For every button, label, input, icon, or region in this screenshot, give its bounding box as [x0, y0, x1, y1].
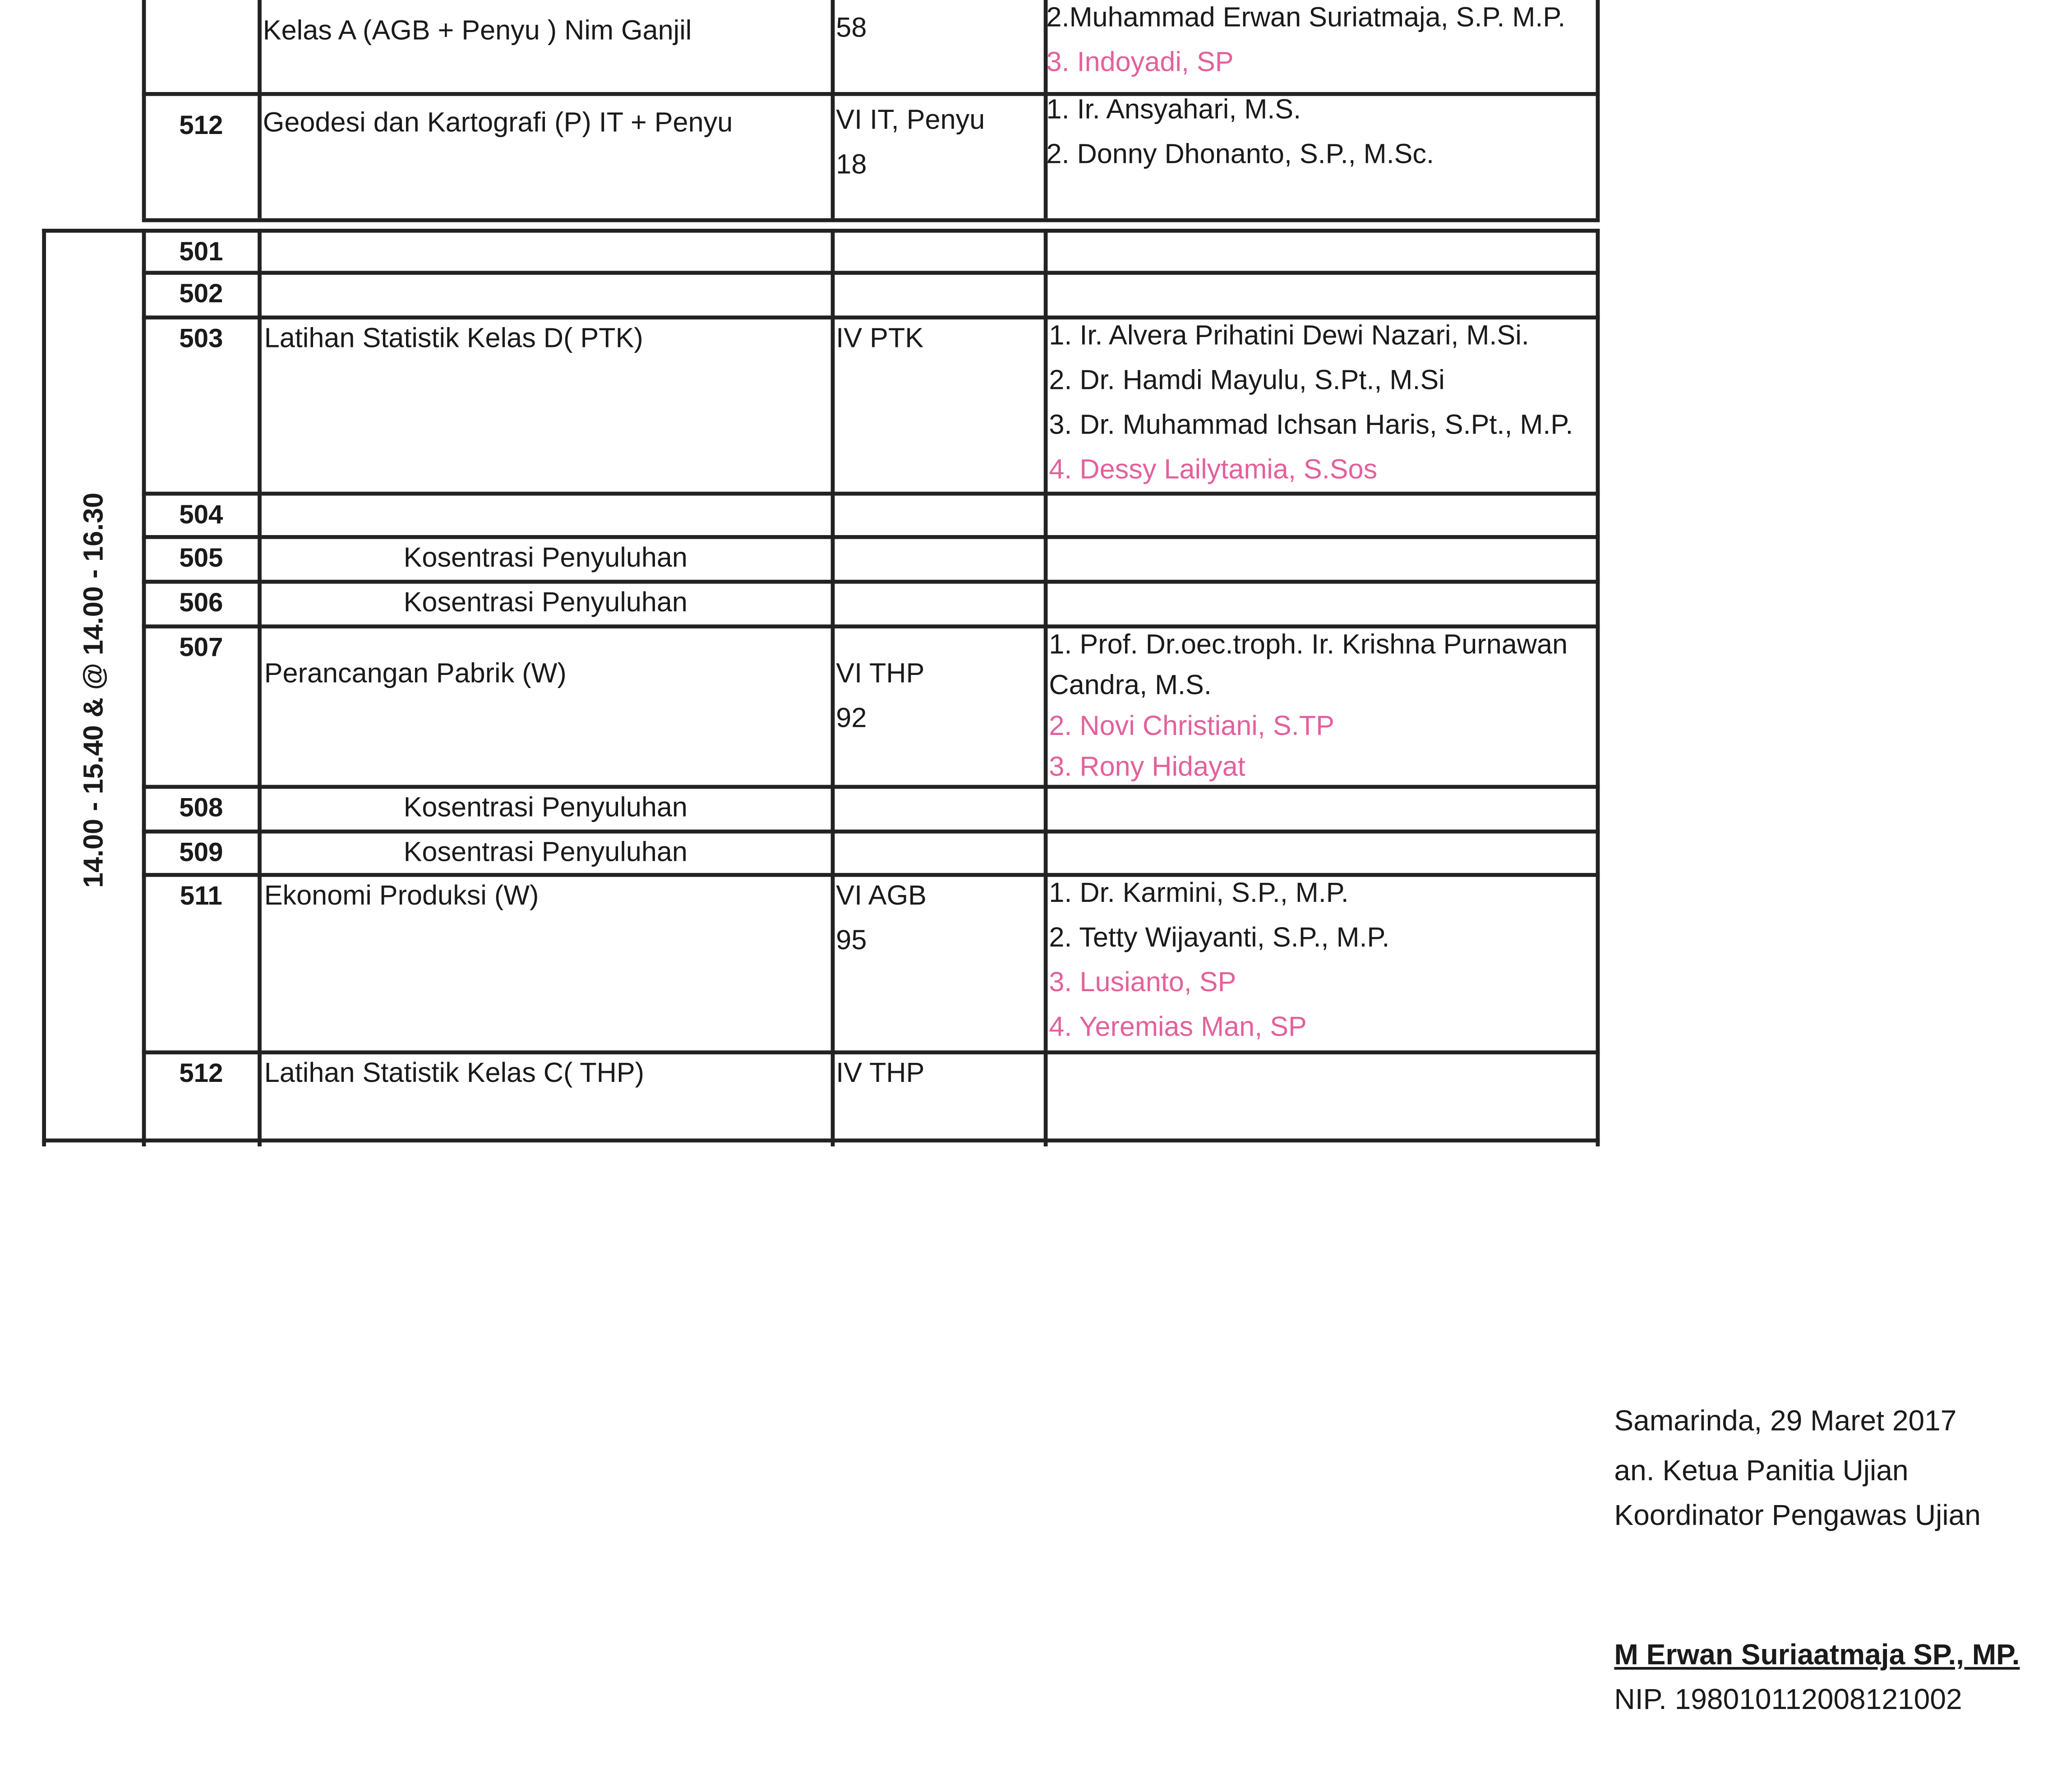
proctor-name: 2.Muhammad Erwan Suriatmaja, S.P. M.P. — [1046, 2, 1566, 33]
col-divider — [831, 229, 835, 1146]
col-divider — [831, 0, 835, 218]
room-number: 503 — [179, 324, 223, 354]
time-slot-label: 14.00 - 15.40 & @ 14.00 - 16.30 — [78, 492, 109, 888]
proctor-name: 3. Dr. Muhammad Ichsan Haris, S.Pt., M.P. — [1049, 410, 1573, 441]
room-number: 512 — [179, 1059, 223, 1089]
row-divider — [142, 580, 1600, 584]
room-number: 506 — [179, 589, 223, 618]
row-divider — [142, 315, 1600, 319]
signatory-name: M Erwan Suriaatmaja SP., MP. — [1614, 1638, 2020, 1671]
role-line-1: an. Ketua Panitia Ujian — [1614, 1454, 1909, 1487]
room-number: 511 — [180, 882, 222, 911]
place-date: Samarinda, 29 Maret 2017 — [1614, 1404, 1957, 1437]
col-divider — [258, 0, 262, 218]
class-info: VI THP — [836, 658, 925, 689]
row-divider — [142, 830, 1600, 834]
proctor-name: 4. Dessy Lailytamia, S.Sos — [1049, 455, 1378, 485]
class-info: 18 — [836, 150, 867, 180]
col-divider — [142, 229, 146, 1146]
concentration-label: Kosentrasi Penyuluhan — [403, 587, 687, 618]
course-name: Geodesi dan Kartografi (P) IT + Penyu — [263, 107, 733, 138]
proctor-name: 3. Lusianto, SP — [1049, 967, 1236, 998]
row-divider — [142, 624, 1600, 628]
proctor-name: 1. Ir. Alvera Prihatini Dewi Nazari, M.Si. — [1049, 321, 1529, 351]
proctor-name: 3. Indoyadi, SP — [1046, 47, 1234, 78]
class-info: 92 — [836, 703, 867, 734]
concentration-label: Kosentrasi Penyuluhan — [403, 837, 687, 868]
row-divider — [142, 535, 1600, 539]
class-info: 58 — [836, 13, 867, 44]
row-divider — [42, 229, 1600, 233]
room-number: 502 — [179, 280, 223, 309]
class-info: 95 — [836, 925, 867, 956]
col-divider — [258, 229, 262, 1146]
class-info: IV PTK — [836, 323, 924, 354]
concentration-label: Kosentrasi Penyuluhan — [403, 793, 687, 823]
col-divider — [1596, 0, 1600, 218]
class-info: IV THP — [836, 1058, 925, 1089]
proctor-name: 2. Dr. Hamdi Mayulu, S.Pt., M.Si — [1049, 365, 1445, 396]
course-name: Latihan Statistik Kelas D( PTK) — [264, 323, 643, 354]
room-number: 508 — [179, 794, 223, 823]
proctor-name: 2. Novi Christiani, S.TP — [1049, 711, 1334, 742]
concentration-label: Kosentrasi Penyuluhan — [403, 543, 687, 573]
proctor-name: 3. Rony Hidayat — [1049, 752, 1245, 782]
proctor-name: 2. Tetty Wijayanti, S.P., M.P. — [1049, 923, 1390, 953]
proctor-name: 1. Dr. Karmini, S.P., M.P. — [1049, 878, 1349, 909]
signatory-nip: NIP. 198010112008121002 — [1614, 1682, 1962, 1716]
course-name: Perancangan Pabrik (W) — [264, 658, 567, 689]
outer-left-border — [42, 229, 46, 1146]
course-name: Latihan Statistik Kelas C( THP) — [264, 1058, 645, 1089]
proctor-name: 1. Ir. Ansyahari, M.S. — [1046, 94, 1301, 125]
room-number: 504 — [179, 501, 223, 530]
course-name: Ekonomi Produksi (W) — [264, 881, 539, 911]
row-divider — [42, 1139, 1600, 1143]
proctor-name: 1. Prof. Dr.oec.troph. Ir. Krishna Purnawan — [1049, 629, 1568, 660]
room-number: 512 — [179, 111, 223, 141]
room-number: 505 — [179, 544, 223, 573]
room-number: 507 — [179, 633, 223, 663]
room-number: 501 — [179, 238, 223, 267]
proctor-name: Candra, M.S. — [1049, 670, 1212, 701]
col-divider — [1596, 229, 1600, 1146]
class-info: VI IT, Penyu — [836, 105, 985, 136]
row-divider — [142, 92, 1600, 96]
room-number: 509 — [179, 839, 223, 868]
row-divider — [142, 785, 1600, 789]
role-line-2: Koordinator Pengawas Ujian — [1614, 1498, 1981, 1532]
row-divider — [142, 873, 1600, 877]
col-divider — [142, 0, 146, 218]
proctor-name: 4. Yeremias Man, SP — [1049, 1012, 1307, 1043]
row-divider — [142, 1050, 1600, 1054]
row-divider — [142, 218, 1600, 222]
proctor-name: 2. Donny Dhonanto, S.P., M.Sc. — [1046, 139, 1434, 170]
course-name: Kelas A (AGB + Penyu ) Nim Ganjil — [263, 15, 692, 46]
col-divider — [1044, 229, 1048, 1146]
class-info: VI AGB — [836, 881, 927, 911]
row-divider — [142, 492, 1600, 496]
row-divider — [142, 271, 1600, 275]
